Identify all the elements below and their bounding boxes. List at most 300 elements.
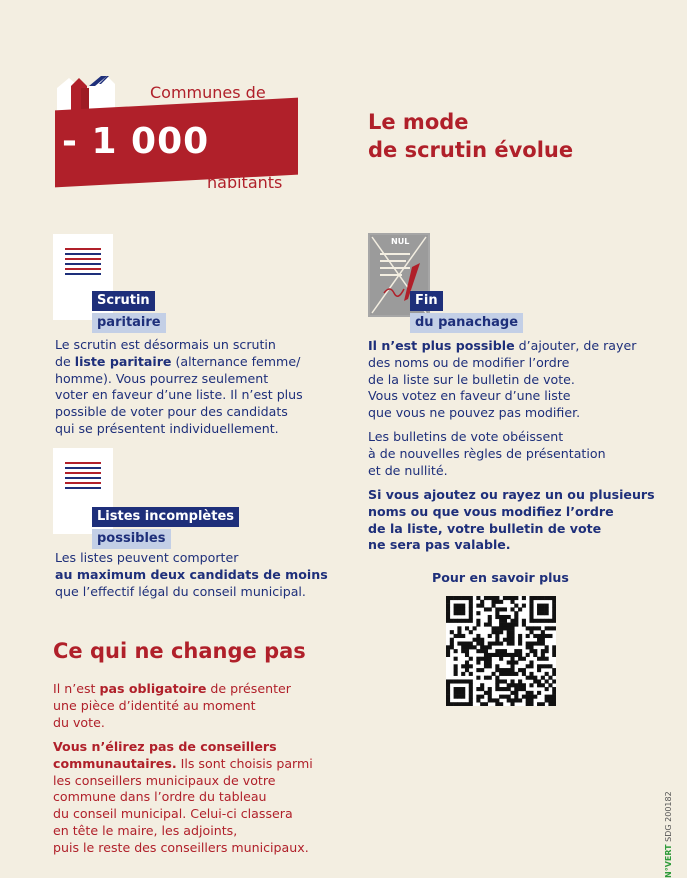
qr-module <box>446 611 450 615</box>
qr-module <box>545 672 549 676</box>
qr-module <box>469 596 473 600</box>
qr-module <box>492 672 496 676</box>
qr-module <box>461 695 465 699</box>
scrutin-label-line1: Scrutin <box>92 291 155 311</box>
qr-module <box>507 683 511 687</box>
qr-module <box>450 619 454 623</box>
qr-module <box>514 619 518 623</box>
qr-module <box>488 660 492 664</box>
qr-module <box>461 664 465 668</box>
headline <box>368 108 573 164</box>
qr-module <box>499 679 503 683</box>
qr-module <box>461 702 465 706</box>
qr-module <box>484 649 488 653</box>
qr-module <box>495 683 499 687</box>
qr-module <box>488 634 492 638</box>
qr-module <box>545 634 549 638</box>
qr-module <box>480 600 484 604</box>
qr-module <box>545 607 549 611</box>
qr-module <box>533 619 537 623</box>
qr-module <box>473 638 477 642</box>
qr-module <box>495 702 499 706</box>
qr-module <box>480 695 484 699</box>
qr-module <box>545 619 549 623</box>
qr-module <box>507 668 511 672</box>
qr-module <box>484 664 488 668</box>
qr-module <box>499 668 503 672</box>
qr-module <box>507 687 511 691</box>
qr-module <box>469 672 473 676</box>
qr-module <box>503 638 507 642</box>
qr-module <box>476 634 480 638</box>
qr-module <box>514 653 518 657</box>
qr-module <box>465 664 469 668</box>
qr-module <box>465 679 469 683</box>
qr-module <box>522 657 526 661</box>
qr-module <box>480 649 484 653</box>
qr-module <box>537 596 541 600</box>
qr-module <box>499 619 503 623</box>
qr-module <box>484 676 488 680</box>
qr-module <box>465 653 469 657</box>
qr-module <box>533 626 537 630</box>
qr-module <box>537 604 541 608</box>
qr-module <box>454 668 458 672</box>
qr-module <box>541 642 545 646</box>
qr-module <box>552 672 556 676</box>
qr-module <box>461 645 465 649</box>
qr-module <box>526 698 530 702</box>
qr-code-icon <box>446 596 556 706</box>
qr-module <box>469 691 473 695</box>
qr-module <box>541 634 545 638</box>
qr-module <box>537 634 541 638</box>
qr-module <box>488 653 492 657</box>
qr-module <box>541 657 545 661</box>
qr-module <box>507 698 511 702</box>
qr-module <box>480 668 484 672</box>
qr-module <box>514 687 518 691</box>
qr-module <box>476 676 480 680</box>
qr-module <box>465 668 469 672</box>
qr-module <box>461 687 465 691</box>
vert-label: N°VERT <box>664 844 673 878</box>
qr-module <box>503 619 507 623</box>
qr-module <box>529 611 533 615</box>
qr-module <box>480 702 484 706</box>
qr-module <box>488 615 492 619</box>
qr-module <box>533 653 537 657</box>
qr-module <box>537 657 541 661</box>
qr-module <box>454 657 458 661</box>
qr-module <box>537 626 541 630</box>
scrutin-label-line2: paritaire <box>92 313 166 333</box>
qr-module <box>510 698 514 702</box>
qr-module <box>469 604 473 608</box>
qr-module <box>495 668 499 672</box>
qr-module <box>476 611 480 615</box>
qr-module <box>469 611 473 615</box>
qr-module <box>545 611 549 615</box>
qr-module <box>465 642 469 646</box>
qr-module <box>446 604 450 608</box>
qr-module <box>518 657 522 661</box>
qr-module <box>465 619 469 623</box>
qr-module <box>476 619 480 623</box>
qr-module <box>510 664 514 668</box>
qr-module <box>492 604 496 608</box>
qr-module <box>499 642 503 646</box>
qr-module <box>488 596 492 600</box>
header-prefix: Communes de <box>150 83 266 102</box>
qr-module <box>446 645 450 649</box>
qr-module <box>545 657 549 661</box>
qr-module <box>526 626 530 630</box>
qr-module <box>526 664 530 668</box>
qr-module <box>518 607 522 611</box>
qr-module <box>533 642 537 646</box>
qr-module <box>492 630 496 634</box>
qr-module <box>469 664 473 668</box>
qr-module <box>454 596 458 600</box>
qr-module <box>507 642 511 646</box>
qr-module <box>518 649 522 653</box>
qr-module <box>492 642 496 646</box>
qr-module <box>510 630 514 634</box>
qr-module <box>533 634 537 638</box>
qr-module <box>507 615 511 619</box>
qr-module <box>510 653 514 657</box>
qr-module <box>476 657 480 661</box>
qr-module <box>518 634 522 638</box>
qr-module <box>522 683 526 687</box>
qr-module <box>522 596 526 600</box>
qr-module <box>518 687 522 691</box>
qr-module <box>476 604 480 608</box>
qr-module <box>469 645 473 649</box>
panachage-paragraph-1: Il n’est plus possible d’ajouter, de rayer des noms ou de modifier l’ordre de la liste sur le bulletin de vote. Vous votez en faveur d’une liste que vous ne pouvez pas modifier. <box>368 338 637 421</box>
qr-module <box>499 615 503 619</box>
qr-module <box>552 645 556 649</box>
qr-module <box>548 702 552 706</box>
qr-module <box>454 607 458 611</box>
qr-module <box>446 619 450 623</box>
qr-module <box>480 687 484 691</box>
qr-module <box>533 695 537 699</box>
qr-module <box>457 642 461 646</box>
qr-module <box>488 698 492 702</box>
qr-module <box>526 702 530 706</box>
qr-module <box>457 702 461 706</box>
qr-module <box>457 607 461 611</box>
qr-module <box>552 687 556 691</box>
qr-module <box>469 687 473 691</box>
qr-module <box>522 623 526 627</box>
qr-module <box>469 630 473 634</box>
qr-module <box>510 679 514 683</box>
qr-module <box>522 672 526 676</box>
qr-module <box>552 596 556 600</box>
scrutin-label <box>92 289 166 333</box>
qr-module <box>446 698 450 702</box>
qr-module <box>514 649 518 653</box>
headline-line1: Le mode <box>368 110 469 134</box>
unchanged-paragraph-2: Vous n’élirez pas de conseillers communautaires. Ils sont choisis parmi les conseillers municipaux de votre commune dans l’ordre du tableau du conseil municipal. Celui-ci classera en tête le maire, les adjoints, puis le reste des conseillers municipaux. <box>53 739 313 855</box>
qr-module <box>473 645 477 649</box>
qr-module <box>461 607 465 611</box>
qr-module <box>510 623 514 627</box>
qr-module <box>484 702 488 706</box>
qr-module <box>545 649 549 653</box>
qr-module <box>480 604 484 608</box>
qr-module <box>488 695 492 699</box>
qr-module <box>454 679 458 683</box>
qr-module <box>461 604 465 608</box>
qr-module <box>457 691 461 695</box>
qr-module <box>548 664 552 668</box>
qr-module <box>537 702 541 706</box>
qr-module <box>476 668 480 672</box>
qr-module <box>488 657 492 661</box>
qr-module <box>495 596 499 600</box>
qr-module <box>545 687 549 691</box>
qr-module <box>510 660 514 664</box>
qr-module <box>495 676 499 680</box>
qr-module <box>529 698 533 702</box>
qr-module <box>450 645 454 649</box>
qr-module <box>446 691 450 695</box>
qr-module <box>480 638 484 642</box>
qr-module <box>537 619 541 623</box>
qr-module <box>548 676 552 680</box>
qr-module <box>541 619 545 623</box>
qr-module <box>492 596 496 600</box>
qr-module <box>492 698 496 702</box>
qr-module <box>503 649 507 653</box>
qr-module <box>480 645 484 649</box>
qr-module <box>503 653 507 657</box>
qr-module <box>446 679 450 683</box>
qr-module <box>457 604 461 608</box>
qr-module <box>484 657 488 661</box>
qr-module <box>469 657 473 661</box>
qr-module <box>484 623 488 627</box>
qr-module <box>510 668 514 672</box>
qr-module <box>529 660 533 664</box>
qr-module <box>526 645 530 649</box>
qr-module <box>492 653 496 657</box>
qr-module <box>457 619 461 623</box>
qr-module <box>469 619 473 623</box>
qr-module <box>446 607 450 611</box>
qr-module <box>488 687 492 691</box>
qr-module <box>514 695 518 699</box>
qr-module <box>469 615 473 619</box>
qr-module <box>514 672 518 676</box>
qr-module <box>552 607 556 611</box>
qr-module <box>552 653 556 657</box>
qr-module <box>499 649 503 653</box>
qr-module <box>499 653 503 657</box>
qr-module <box>484 660 488 664</box>
qr-module <box>503 607 507 611</box>
qr-module <box>461 642 465 646</box>
qr-module <box>529 649 533 653</box>
unchanged-title: Ce qui ne change pas <box>53 639 306 663</box>
qr-module <box>522 619 526 623</box>
qr-module <box>541 611 545 615</box>
qr-module <box>541 607 545 611</box>
qr-module <box>529 642 533 646</box>
qr-module <box>499 623 503 627</box>
qr-module <box>510 607 514 611</box>
qr-module <box>510 683 514 687</box>
panachage-paragraph-2: Les bulletins de vote obéissent à de nouvelles règles de présentation et de nullité. <box>368 429 606 478</box>
qr-module <box>510 600 514 604</box>
qr-module <box>510 596 514 600</box>
qr-module <box>488 642 492 646</box>
qr-module <box>499 687 503 691</box>
qr-module <box>526 691 530 695</box>
qr-module <box>495 649 499 653</box>
qr-module <box>476 649 480 653</box>
qr-module <box>537 638 541 642</box>
qr-module <box>529 676 533 680</box>
qr-module <box>503 596 507 600</box>
qr-module <box>507 626 511 630</box>
qr-module <box>552 649 556 653</box>
qr-module <box>541 649 545 653</box>
qr-module <box>533 679 537 683</box>
qr-module <box>457 611 461 615</box>
qr-module <box>503 672 507 676</box>
qr-module <box>552 695 556 699</box>
qr-module <box>507 653 511 657</box>
qr-module <box>529 596 533 600</box>
qr-module <box>469 642 473 646</box>
qr-module <box>552 619 556 623</box>
qr-module <box>518 698 522 702</box>
panachage-paragraph-3: Si vous ajoutez ou rayez un ou plusieurs noms ou que vous modifiez l’ordre de la liste, votre bulletin de vote ne sera pas valable. <box>368 487 655 553</box>
qr-module <box>529 626 533 630</box>
qr-module <box>495 615 499 619</box>
qr-module <box>488 664 492 668</box>
qr-module <box>503 626 507 630</box>
qr-module <box>469 698 473 702</box>
qr-module <box>457 687 461 691</box>
qr-module <box>510 626 514 630</box>
qr-module <box>476 687 480 691</box>
qr-module <box>450 679 454 683</box>
qr-module <box>499 630 503 634</box>
qr-module <box>476 660 480 664</box>
qr-module <box>465 596 469 600</box>
qr-module <box>518 679 522 683</box>
qr-module <box>552 615 556 619</box>
qr-module <box>469 695 473 699</box>
qr-module <box>461 611 465 615</box>
listes-label-line1: Listes incomplètes <box>92 507 239 527</box>
qr-module <box>522 604 526 608</box>
qr-module <box>526 676 530 680</box>
qr-module <box>514 604 518 608</box>
qr-module <box>514 623 518 627</box>
qr-module <box>507 672 511 676</box>
header-suffix: habitants <box>207 173 283 192</box>
qr-module <box>480 642 484 646</box>
qr-module <box>473 626 477 630</box>
qr-module <box>450 702 454 706</box>
qr-module <box>510 638 514 642</box>
qr-module <box>503 668 507 672</box>
qr-module <box>457 626 461 630</box>
qr-module <box>446 653 450 657</box>
qr-module <box>507 623 511 627</box>
qr-module <box>507 695 511 699</box>
qr-module <box>476 698 480 702</box>
qr-module <box>510 702 514 706</box>
qr-module <box>450 630 454 634</box>
qr-module <box>488 645 492 649</box>
qr-module <box>507 630 511 634</box>
qr-module <box>495 642 499 646</box>
qr-module <box>457 630 461 634</box>
qr-module <box>446 695 450 699</box>
qr-module <box>541 630 545 634</box>
qr-module <box>548 634 552 638</box>
qr-module <box>469 607 473 611</box>
qr-module <box>537 611 541 615</box>
qr-module <box>537 668 541 672</box>
qr-module <box>503 687 507 691</box>
header-number: - 1 000 <box>62 121 210 162</box>
qr-module <box>514 691 518 695</box>
qr-module <box>454 664 458 668</box>
qr-module <box>503 615 507 619</box>
qr-module <box>541 702 545 706</box>
qr-module <box>492 626 496 630</box>
qr-module <box>457 695 461 699</box>
qr-module <box>488 623 492 627</box>
scrutin-paragraph: Le scrutin est désormais un scrutin de liste paritaire (alternance femme/ homme). Vous pourrez seulement voter en faveur d’une liste. Il n’est plus possible de voter pour des candidats qui se présentent individuellement. <box>55 337 303 436</box>
qr-module <box>492 600 496 604</box>
qr-code[interactable] <box>446 596 556 706</box>
qr-module <box>469 600 473 604</box>
qr-module <box>476 642 480 646</box>
qr-module <box>495 653 499 657</box>
qr-module <box>510 619 514 623</box>
qr-module <box>484 596 488 600</box>
qr-module <box>484 607 488 611</box>
qr-module <box>450 638 454 642</box>
qr-module <box>529 645 533 649</box>
qr-module <box>537 664 541 668</box>
qr-module <box>541 683 545 687</box>
qr-module <box>495 664 499 668</box>
qr-module <box>529 702 533 706</box>
qr-module <box>476 638 480 642</box>
qr-module <box>484 691 488 695</box>
qr-module <box>446 683 450 687</box>
qr-module <box>541 596 545 600</box>
qr-module <box>461 649 465 653</box>
qr-module <box>476 695 480 699</box>
qr-module <box>548 596 552 600</box>
qr-module <box>495 698 499 702</box>
qr-module <box>529 607 533 611</box>
qr-module <box>522 695 526 699</box>
qr-module <box>454 649 458 653</box>
